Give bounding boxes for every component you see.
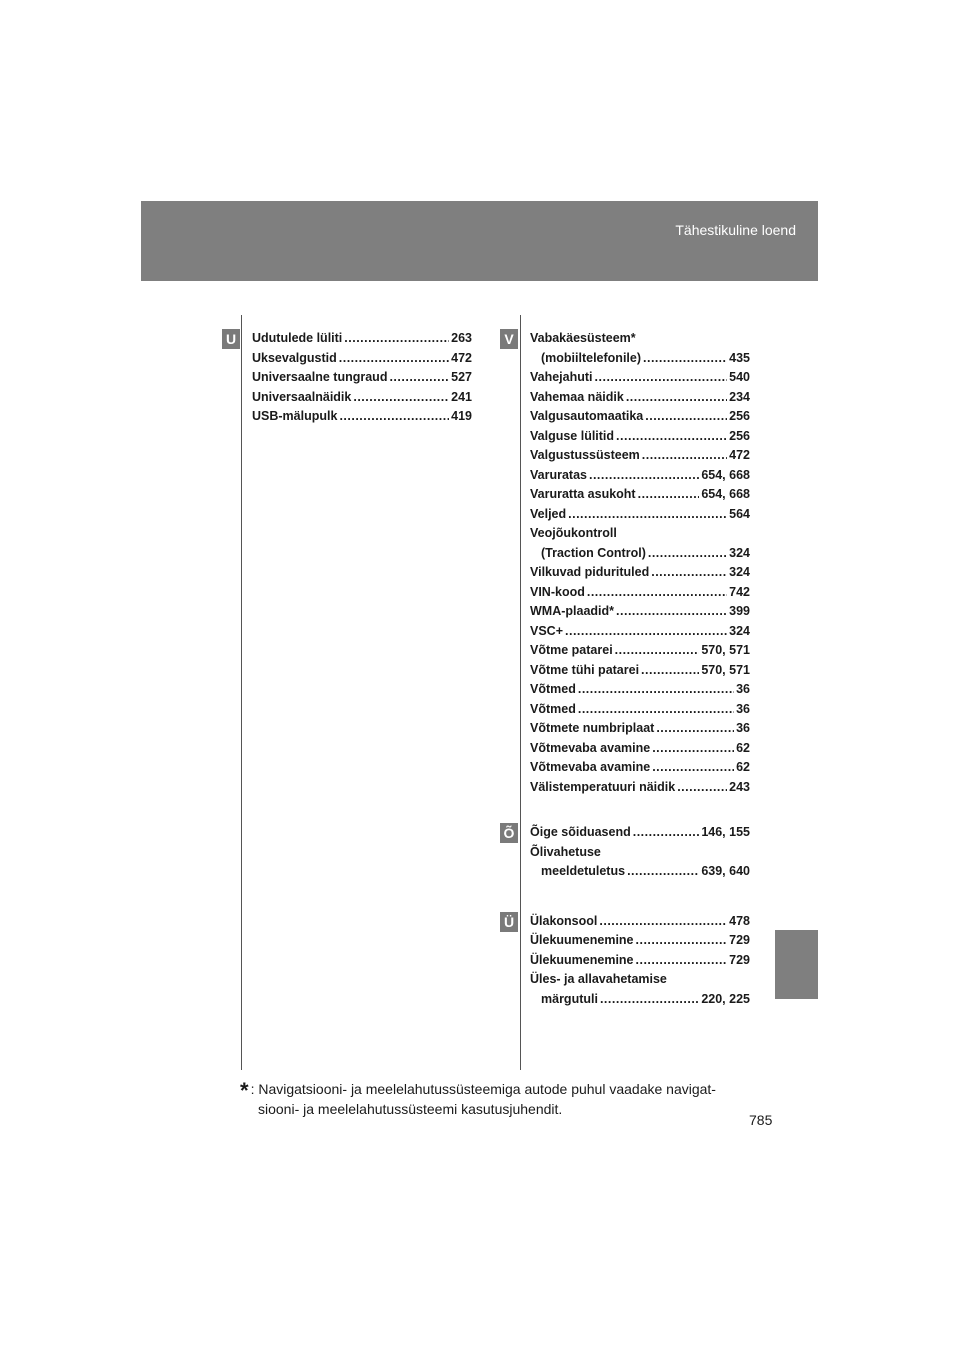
index-entry: Veojõukontroll	[530, 526, 617, 540]
index-entry: USB-mälupulk ..... 419	[252, 407, 472, 427]
index-entry: Õige sõiduasend ..... 146, 155	[530, 823, 750, 843]
index-section-u	[222, 329, 472, 427]
header-band	[141, 201, 818, 281]
index-entry: (Traction Control) ..... 324	[530, 544, 750, 564]
chapter-tab-marker	[775, 930, 818, 999]
index-entry: Valgustussüsteem ..... 472	[530, 446, 750, 466]
index-entry: Välistemperatuuri näidik ..... 243	[530, 778, 750, 798]
column-divider-left	[241, 315, 242, 1070]
footnote-text-1: : Navigatsiooni- ja meelelahutussüsteemiga autode puhul vaadake navigat-	[250, 1081, 716, 1097]
footnote-text-2: siooni- ja meelelahutussüsteemi kasutusjuhendit.	[258, 1101, 563, 1117]
index-entry: Võtmevaba avamine ..... 62	[530, 739, 750, 759]
section-title: Tähestikuline loend	[675, 222, 796, 238]
index-entry: Võtmed ..... 36	[530, 680, 750, 700]
index-entry: meeldetuletus ..... 639, 640	[530, 862, 750, 882]
index-entry: Vahemaa näidik ..... 234	[530, 388, 750, 408]
asterisk-marker: *	[240, 1078, 249, 1103]
index-column-left	[222, 329, 472, 427]
index-section-u-umlaut	[500, 912, 750, 1010]
index-entry: Vilkuvad piduritulеd ..... 324	[530, 563, 750, 583]
index-entry: Ülekuumenemine ..... 729	[530, 951, 750, 971]
index-entry: Õlivahetuse	[530, 844, 601, 859]
index-entry: Valguse lülitid ..... 256	[530, 427, 750, 447]
index-entry: Universaalnäidik ..... 241	[252, 388, 472, 408]
index-entry: Võtme tühi patarei ..... 570, 571	[530, 661, 750, 681]
index-entry: Varuratta asukoht ..... 654, 668	[530, 485, 750, 505]
section-letter: Ü	[500, 912, 518, 932]
footnote-line-1	[240, 1078, 760, 1103]
index-entry: Võtme patarei ..... 570, 571	[530, 641, 750, 661]
index-entry: märgutuli ..... 220, 225	[530, 990, 750, 1010]
index-entry: Vabakäesüsteem*	[530, 331, 636, 345]
index-entry: Üles- ja allavahetamise	[530, 972, 667, 986]
index-entry: Ülekuumenemine ..... 729	[530, 931, 750, 951]
index-entry: (mobiiltelefonile) ..... 435	[530, 349, 750, 369]
index-entry: Universaalne tungraud ..... 527	[252, 368, 472, 388]
index-entry: VIN-kood ..... 742	[530, 583, 750, 603]
index-entry: Veljed ..... 564	[530, 505, 750, 525]
section-letter: Õ	[500, 823, 518, 843]
index-section-v	[500, 329, 750, 797]
index-section-o-tilde	[500, 823, 750, 882]
index-entry: Udutulede lüliti ..... 263	[252, 329, 472, 349]
index-column-right	[500, 329, 750, 1009]
index-entry: Varuratas ..... 654, 668	[530, 466, 750, 486]
index-entry: Valgusautomaatika ..... 256	[530, 407, 750, 427]
page-number: 785	[749, 1112, 773, 1128]
footnote	[240, 1080, 760, 1118]
section-letter: V	[500, 329, 518, 349]
index-entry: Ülakonsool ..... 478	[530, 912, 750, 932]
index-entry: Vahejahuti ..... 540	[530, 368, 750, 388]
section-letter: U	[222, 329, 240, 349]
index-entry: Võtmete numbriplaat ..... 36	[530, 719, 750, 739]
index-entry: WMA-plaadid* ..... 399	[530, 602, 750, 622]
index-entry: Uksevalgustid ..... 472	[252, 349, 472, 369]
index-entry: Võtmevaba avamine ..... 62	[530, 758, 750, 778]
index-entry: VSC+ ..... 324	[530, 622, 750, 642]
index-entry: Võtmed ..... 36	[530, 700, 750, 720]
